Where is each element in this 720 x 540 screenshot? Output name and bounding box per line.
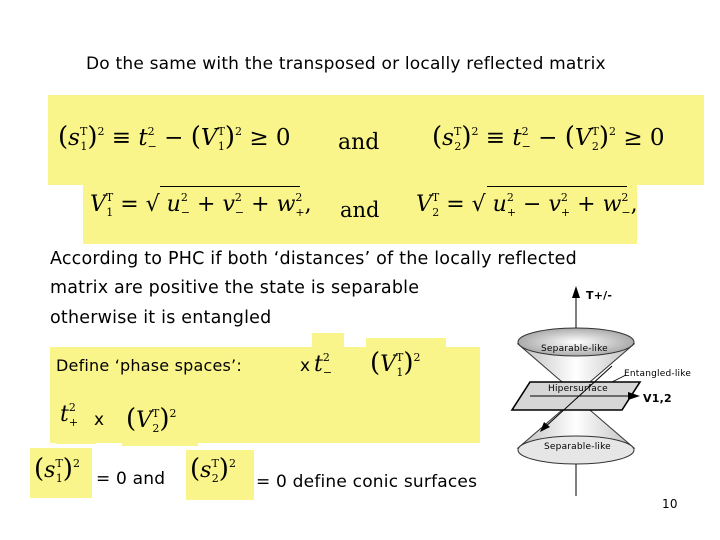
x-mark-2: x: [94, 410, 105, 430]
sqrt-bar-right: [487, 186, 627, 187]
define-eq-v1: $(V^T_1)^2$: [370, 348, 421, 379]
x-mark-1: x: [300, 356, 311, 376]
equation-row2-and: and: [340, 198, 380, 222]
equation-row2-left: $V^T_1$ = √ $u^2_- + v^2_- + w^2_+$,: [90, 191, 312, 219]
body-line-3: otherwise it is entangled: [50, 308, 272, 328]
define-label: Define ‘phase spaces’:: [56, 356, 242, 375]
slide-title: Do the same with the transposed or locally reflected matrix: [86, 54, 606, 74]
body-line-2: matrix are positive the state is separable: [50, 278, 420, 298]
diagram-axis-top-label: T+/-: [586, 289, 613, 302]
define-eq-t-minus: $t^2_-$: [314, 351, 333, 379]
define-eq-v2: $(V^T_2)^2$: [126, 404, 177, 435]
conic-eq-s1: $(s^T_1)^2$: [34, 454, 80, 485]
diagram-label-hipersurface: Hipersurface: [548, 384, 608, 394]
equation-row1-left: $(s^T_1)^2 \equiv t^2_- - (V^T_1)^2 \ge 0$: [58, 122, 291, 153]
diagram-label-separable-bottom: Separable-like: [544, 442, 611, 452]
equation-row2-right: $V^T_2$ = √ $u^2_+ - v^2_+ + w^2_-$,: [416, 191, 638, 219]
equation-row1-right: $(s^T_2)^2 \equiv t^2_- - (V^T_2)^2 \ge 0$: [432, 122, 665, 153]
sqrt-bar-left: [160, 186, 300, 187]
diagram-axis-right-label: V1,2: [643, 392, 672, 405]
diagram-label-entangled: Entangled-like: [624, 369, 692, 379]
body-line-1: According to PHC if both ‘distances’ of the locally reflected: [50, 249, 577, 269]
page-number: 10: [662, 497, 678, 511]
define-eq-t-plus: $t^2_+$: [60, 401, 79, 429]
conic-eq-s2: $(s^T_2)^2$: [190, 454, 236, 485]
diagram-label-separable-top: Separable-like: [541, 344, 608, 354]
equation-row1-and: and: [338, 130, 380, 155]
conic-eq-zero-and: = 0 and: [96, 469, 166, 489]
conic-eq-define: = 0 define conic surfaces: [256, 472, 478, 492]
